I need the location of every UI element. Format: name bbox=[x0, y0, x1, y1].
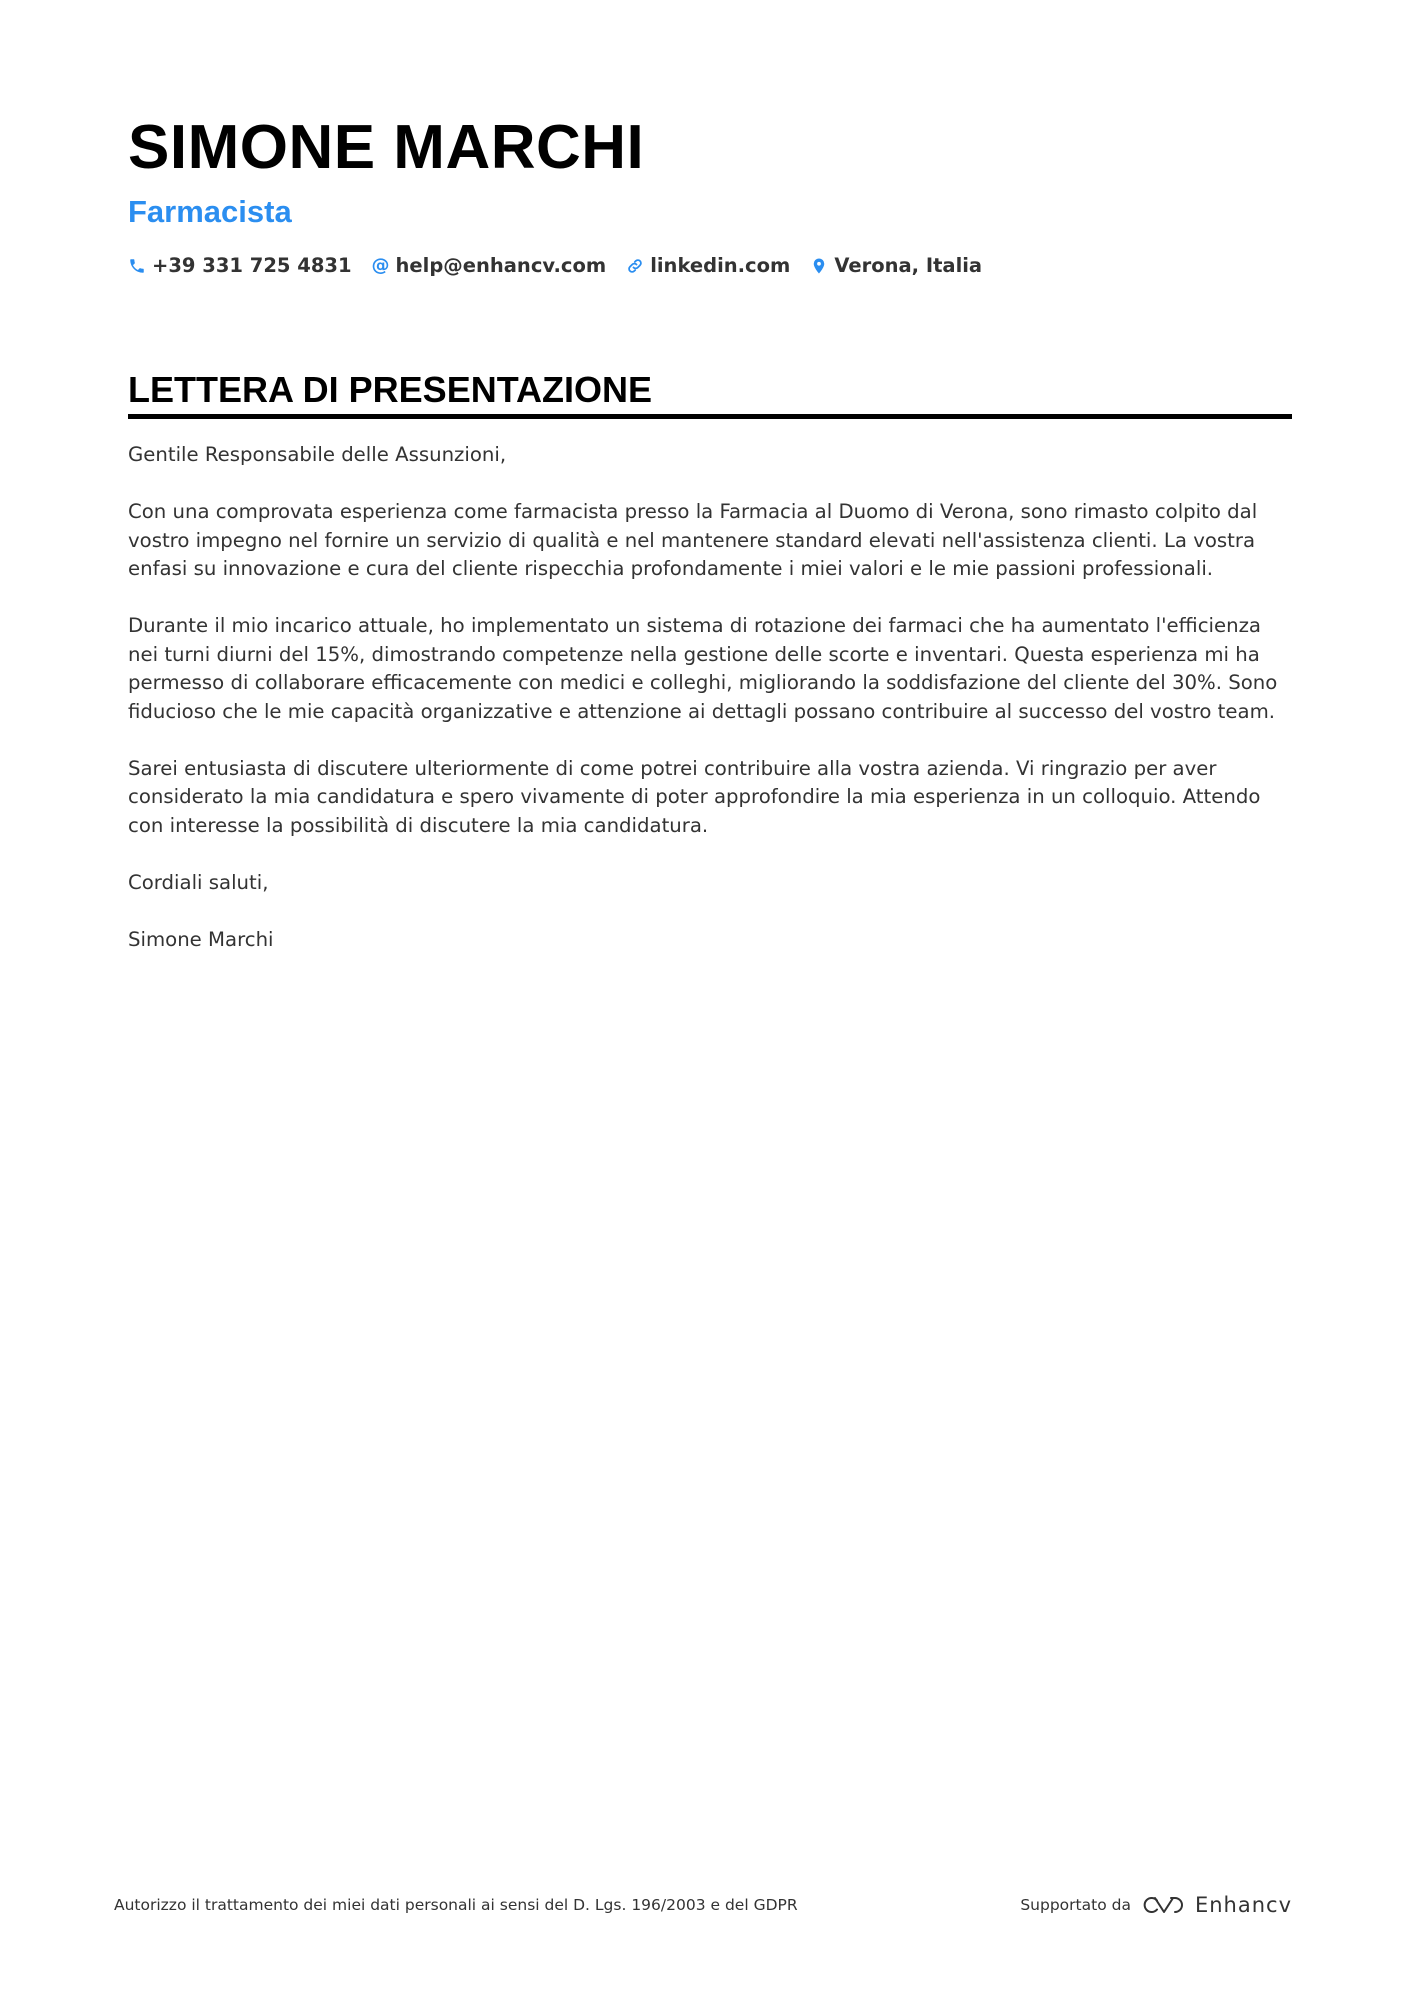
candidate-role: Farmacista bbox=[128, 194, 292, 229]
candidate-name: SIMONE MARCHI bbox=[128, 113, 645, 182]
linkedin-url[interactable]: linkedin.com bbox=[650, 254, 791, 277]
privacy-consent: Autorizzo il trattamento dei miei dati personali ai sensi del D. Lgs. 196/2003 e del GDPR bbox=[114, 1896, 798, 1914]
contact-email bbox=[372, 254, 607, 277]
contact-location bbox=[810, 254, 982, 277]
contact-bar bbox=[128, 254, 1292, 277]
phone-number[interactable]: +39 331 725 4831 bbox=[152, 254, 352, 277]
letter-paragraph: Sarei entusiasta di discutere ulteriormente di come potrei contribuire alla vostra azienda. Vi ringrazio per aver considerato la mia candidatura e spero vivamente di poter approfondire la mia esperienza in un colloquio. Attendo con interesse la possibilità di discutere la mia candidatura. bbox=[128, 756, 1261, 837]
enhancv-logo-icon bbox=[1141, 1894, 1185, 1916]
contact-phone bbox=[128, 254, 352, 277]
letter-paragraph: Con una comprovata esperienza come farmacista presso la Farmacia al Duomo di Verona, sono rimasto colpito dal vostro impegno nel fornire un servizio di qualità e nel mantenere standard elevati nell'assistenza clienti. La vostra enfasi su innovazione e cura del cliente rispecchia profondamente i miei valori e le mie passioni professionali. bbox=[128, 500, 1258, 580]
powered-by-label: Supportato da bbox=[1020, 1896, 1131, 1914]
phone-icon bbox=[128, 257, 146, 275]
map-pin-icon bbox=[810, 257, 828, 275]
email-address[interactable]: help@enhancv.com bbox=[395, 254, 607, 277]
contact-linkedin bbox=[626, 254, 790, 277]
powered-by[interactable] bbox=[1020, 1893, 1292, 1917]
letter-greeting: Gentile Responsabile delle Assunzioni, bbox=[128, 443, 507, 466]
header bbox=[128, 112, 1292, 277]
section-title: LETTERA DI PRESENTAZIONE bbox=[128, 369, 653, 410]
section-divider bbox=[128, 414, 1292, 419]
letter-body bbox=[128, 441, 1292, 954]
letter-paragraph: Durante il mio incarico attuale, ho implementato un sistema di rotazione dei farmaci che ha aumentato l'efficienza nei turni diurni del 15%, dimostrando competenze nella gestione delle scorte e inventari. Questa esperienza mi ha permesso di collaborare efficacemente con medici e colleghi, migliorando la soddisfazione del cliente del 30%. Sono fiducioso che le mie capacità organizzative e attenzione ai dettagli possano contribuire al successo del vostro team. bbox=[128, 614, 1278, 723]
footer bbox=[114, 1893, 1292, 1917]
letter-signature: Simone Marchi bbox=[128, 927, 274, 951]
brand-name: Enhancv bbox=[1194, 1893, 1292, 1917]
letter-closing: Cordiali saluti, bbox=[128, 870, 269, 894]
location: Verona, Italia bbox=[834, 254, 983, 277]
link-icon bbox=[626, 257, 644, 275]
at-icon: @ bbox=[371, 255, 390, 276]
cover-letter-section bbox=[128, 368, 1292, 983]
